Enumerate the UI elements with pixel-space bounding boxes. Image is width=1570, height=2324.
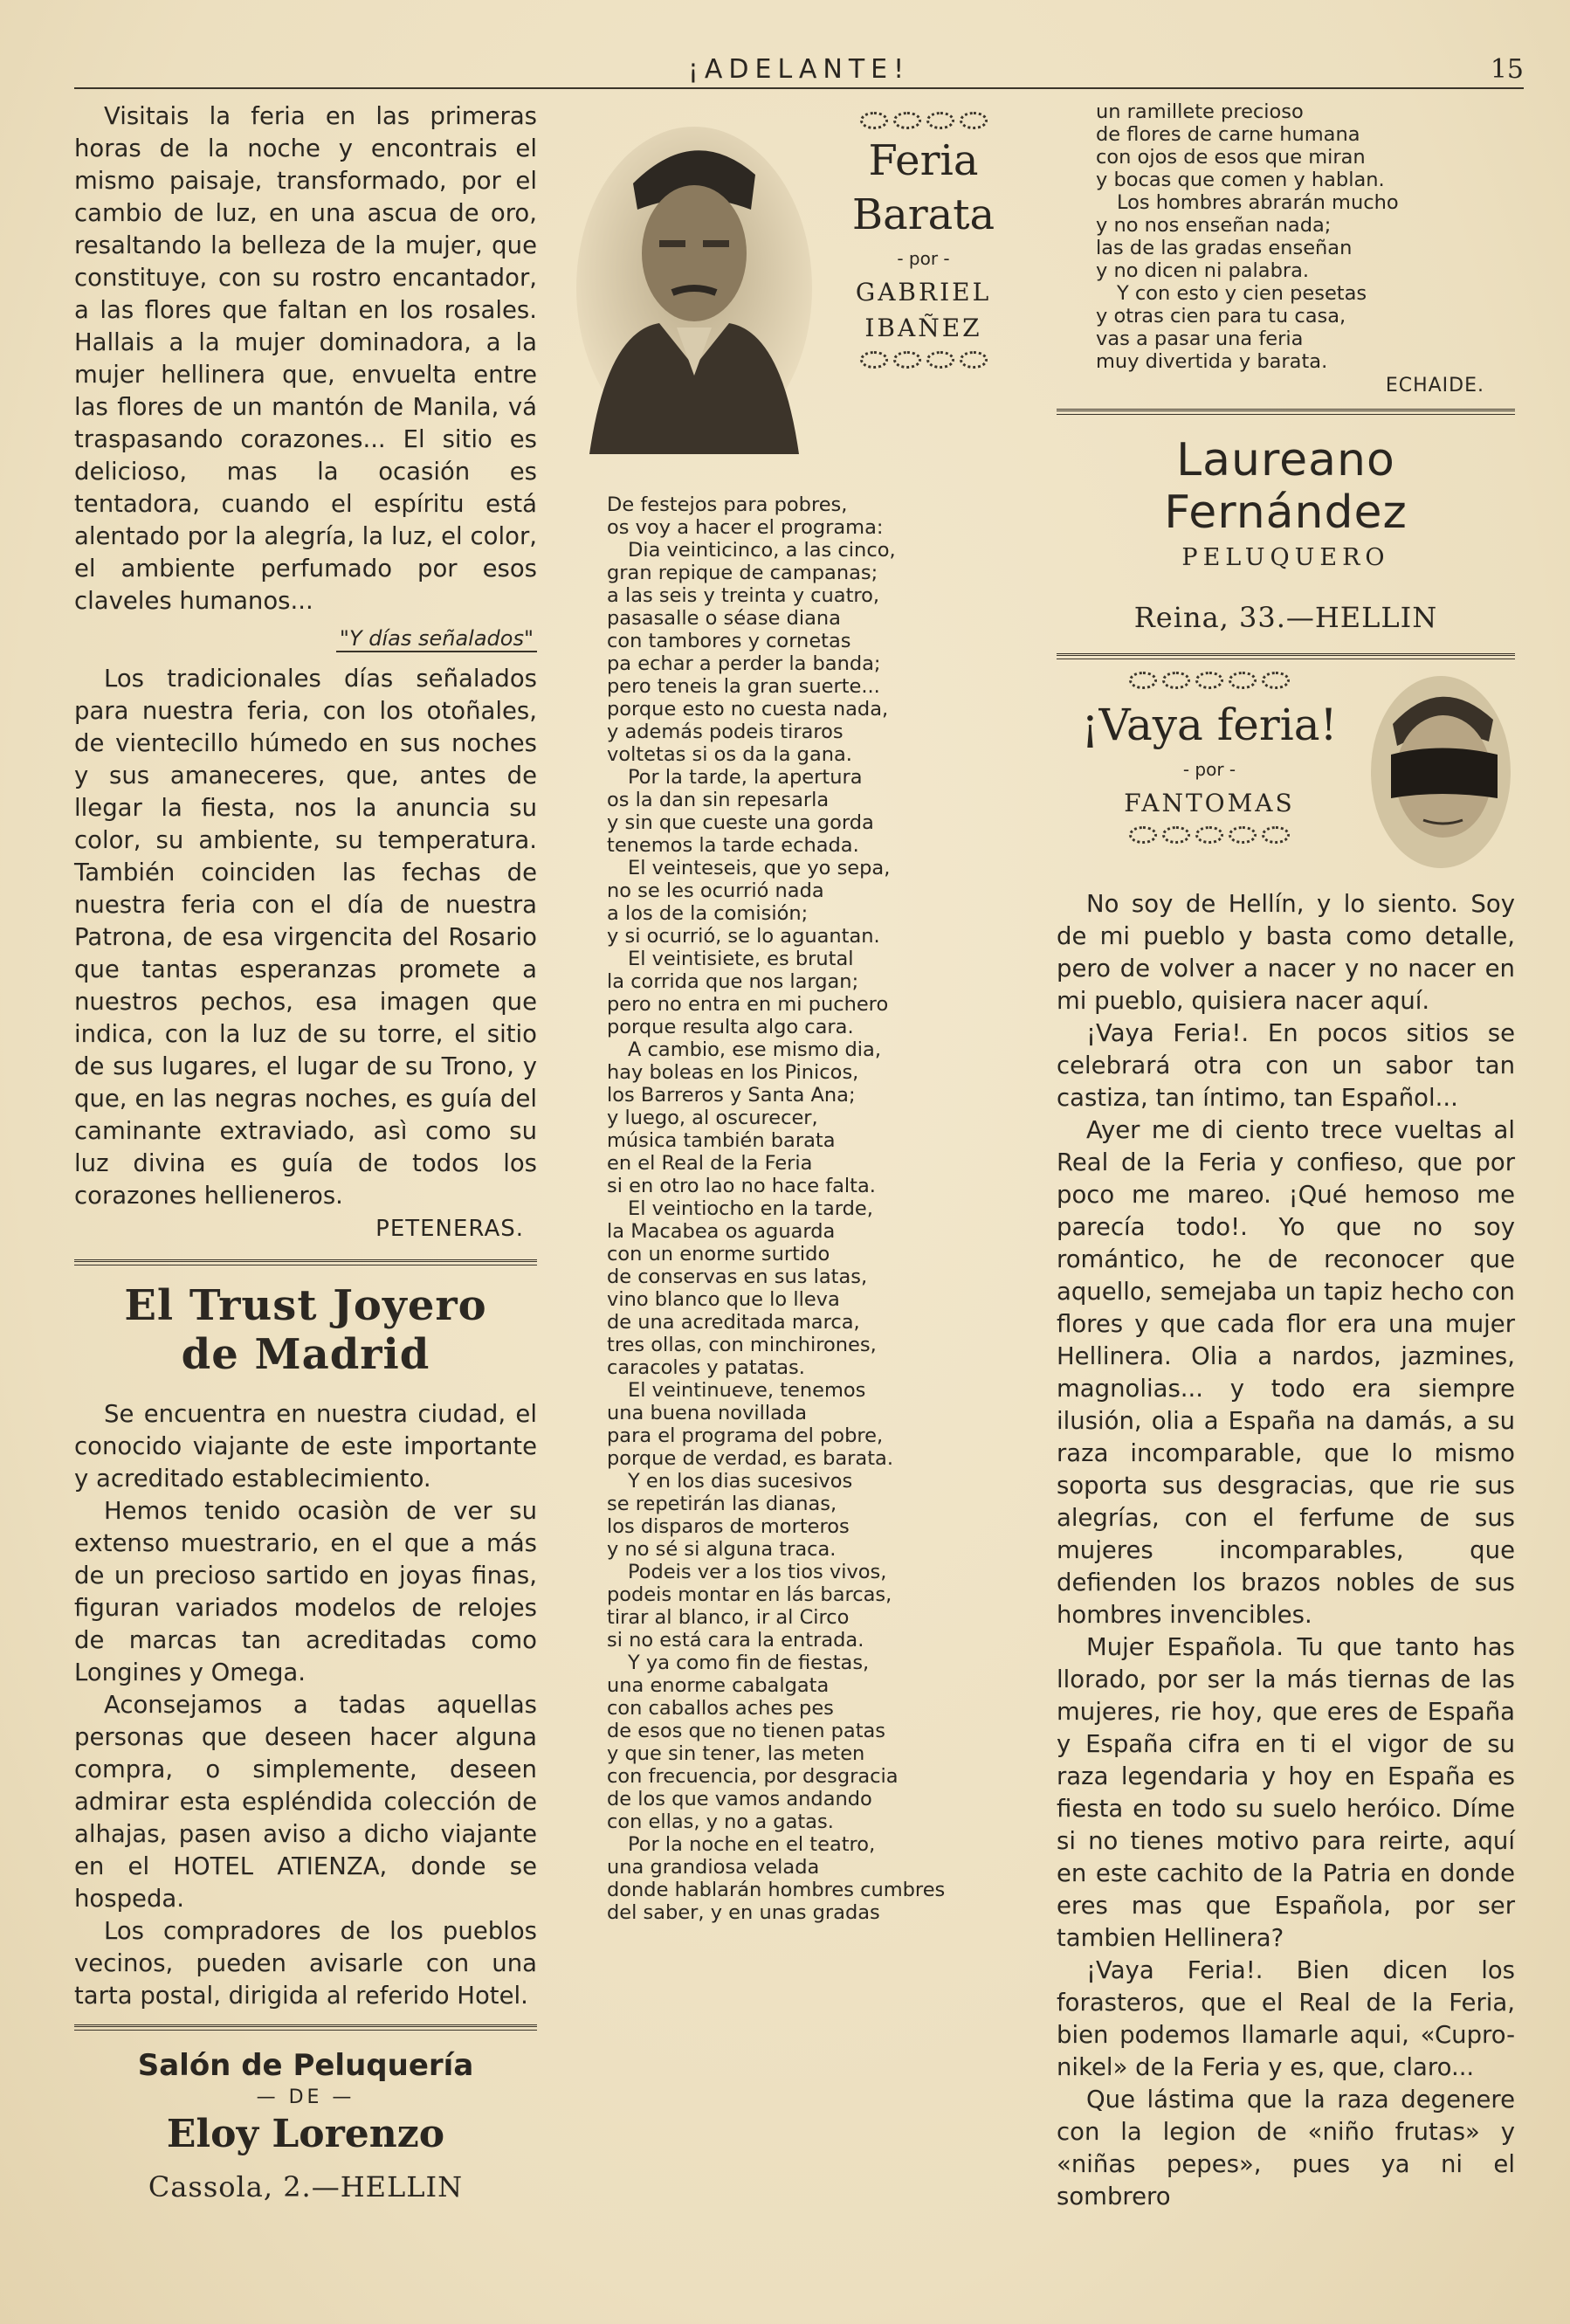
poem-line: de los que vamos andando: [607, 1788, 872, 1810]
article-title-line-2: Barata: [851, 190, 995, 239]
poem-line: y sin que cueste una gorda: [607, 811, 874, 834]
poem-line: a las seis y treinta y cuatro,: [607, 584, 880, 607]
poem-line: la corrida que nos largan;: [607, 970, 859, 993]
poem-line: pa echar a perder la banda;: [607, 652, 881, 675]
article-paragraph: Aconsejamos a tadas aquellas personas que deseen hacer alguna compra, o simplemente, deseen admirar esta espléndida colección de alhajas, pasen aviso a dicho viajante en el HOTEL ATIENZA, donde se hospeda.: [74, 1691, 537, 1913]
ad-salon-name: Eloy Lorenzo: [166, 2112, 445, 2156]
poem-line: porque de verdad, es barata.: [607, 1447, 893, 1470]
poem-line: si no está cara la entrada.: [607, 1629, 864, 1652]
article-paragraph: Ayer me di ciento trece vueltas al Real de la Feria y confieso, que por poco me mareo. ¡Qué hemoso me parecía todo!. Yo que no soy romántico, he de reconocer que aquello, semejaba un tapiz hecho con flores y que cada flor era una mujer Hellinera. Olia a nardos, jazmines, magnolias... y todo era siempre ilusión, olia a España na damás, a su raza incomparable, que lo mismo soporta sus desgracias, que rie sus alegrías, con el ferfume de sus mujeres incomparables, que defienden los brazos nobles de sus hombres invencibles.: [1057, 1116, 1515, 1629]
trust-title-line-2: de Madrid: [181, 1330, 430, 1379]
article-paragraph: Mujer Española. Tu que tanto has llorado, por ser la más tiernas de las mujeres, rie hoy, que eres de España y España cifra en ti el vigor de su raza legendaria y hoy en España es fiesta en todo su suelo heróico. Díme si no tienes motivo para reirte, aquí en este cachito de la Patria en donde eres mas que Española, por ser tambien Hellinera?: [1057, 1633, 1515, 1952]
ad-address: Reina, 33.—HELLIN: [1133, 601, 1438, 634]
poem-line: de conservas en sus latas,: [607, 1265, 868, 1288]
poem-line: tres ollas, con minchirones,: [607, 1334, 877, 1356]
poem-line: caracoles y patatas.: [607, 1356, 805, 1379]
article-paragraph: ¡Vaya Feria!. En pocos sitios se celebrará otra con un sabor tan castiza, tan íntimo, tan Español...: [1057, 1019, 1515, 1112]
feria-barata-heading: [816, 112, 1030, 367]
poem-line: porque resulta algo cara.: [607, 1016, 854, 1038]
ad-name: Laureano Fernández: [1164, 434, 1408, 539]
poem-line: porque esto no cuesta nada,: [607, 698, 889, 721]
poem-line: y no sé si alguna traca.: [607, 1538, 837, 1561]
ornament-bottom: [1057, 826, 1362, 842]
newspaper-title: ¡ADELANTE!: [687, 54, 911, 85]
column-left: [74, 100, 537, 2203]
poem-line: os la dan sin repesarla: [607, 789, 830, 811]
article-dias-senalados: [74, 663, 537, 1212]
ad-salon-address: Cassola, 2.—HELLIN: [148, 2170, 464, 2203]
article-paragraph: Los tradicionales días señalados para nuestra feria, con los otoñales, de vientecillo húmedo en sus noches y sus amaneceres, que, antes de llegar la fiesta, nos la anuncia su color, su ambiente, su temperatura. También coinciden las fechas de nuestra feria con el día de nuestra Patrona, de esa virgencita del Rosario que tantas esperanzas promete a nuestros pechos, esa imagen que indica, con la luz de su torre, el sitio de sus lugares, el lugar de su Trono, y que, en las negras noches, es guía del caminante extraviado, asì como su luz divina es guía de todos los corazones hellieneros.: [74, 665, 537, 1210]
poem-line: una buena novillada: [607, 1402, 807, 1424]
poem-line: una grandiosa velada: [607, 1856, 820, 1879]
poem-line: El veinteseis, que yo sepa,: [628, 857, 891, 879]
poem-continued-lines: [1057, 100, 1515, 373]
poem-line: una enorme cabalgata: [607, 1674, 830, 1697]
poem-lines: [607, 493, 991, 1924]
poem-line: Los hombres abrarán mucho: [1117, 191, 1399, 214]
poem-line: del saber, y en unas gradas: [607, 1901, 880, 1924]
article-paragraph: Se encuentra en nuestra ciudad, el conocido viajante de este importante y acreditado establecimiento.: [74, 1400, 537, 1493]
poem-line: y si ocurrió, se lo aguantan.: [607, 925, 880, 948]
section-divider: [74, 1259, 537, 1265]
vaya-feria-title-block: [1057, 672, 1362, 842]
poem-line: Y ya como fin de fiestas,: [628, 1652, 870, 1674]
article-title-line-1: Feria: [868, 136, 979, 185]
poem-line: de flores de carne humana: [1096, 123, 1360, 146]
poem-line: los Barreros y Santa Ana;: [607, 1084, 856, 1107]
poem-line: y no dicen ni palabra.: [1096, 259, 1310, 282]
poem-line: un ramillete precioso: [1096, 100, 1304, 123]
author-name: FANTOMAS: [1124, 789, 1295, 817]
poem-line: gran repique de campanas;: [607, 562, 878, 584]
author-name-1: GABRIEL: [855, 278, 992, 307]
poem-line: El veintiocho en la tarde,: [628, 1197, 873, 1220]
poem-line: para el programa del pobre,: [607, 1424, 884, 1447]
poem-line: El veintinueve, tenemos: [628, 1379, 866, 1402]
poem-line: donde hablarán hombres cumbres: [607, 1879, 946, 1901]
poem-line: con ojos de esos que miran: [1096, 146, 1366, 169]
poem-line: tirar al blanco, ir al Circo: [607, 1606, 850, 1629]
poem-line: los disparos de morteros: [607, 1515, 850, 1538]
subhead-text: "Y días señalados": [336, 626, 537, 652]
author-portrait-ibanez: [572, 114, 816, 454]
article-paragraph: Los compradores de los pueblos vecinos, pueden avisarle con una tarta postal, dirigida al referido Hotel.: [74, 1917, 537, 2010]
poem-line: música también barata: [607, 1129, 836, 1152]
poem-line: de una acreditada marca,: [607, 1311, 860, 1334]
poem-line: en el Real de la Feria: [607, 1152, 813, 1175]
ad-salon-peluqueria: [74, 2048, 537, 2203]
poem-line: no se les ocurrió nada: [607, 879, 824, 902]
poem-line: la Macabea os aguarda: [607, 1220, 836, 1243]
poem-line: Por la tarde, la apertura: [628, 766, 863, 789]
column-right: [1057, 100, 1515, 2213]
poem-line: pero no entra en mi puchero: [607, 993, 889, 1016]
poem-line: A cambio, ese mismo dia,: [628, 1038, 881, 1061]
portrait-photo-icon: [572, 114, 816, 454]
poem-line: y además podeis tiraros: [607, 721, 844, 743]
poem-feria-barata: [607, 493, 991, 1924]
poem-line: pero teneis la gran suerte...: [607, 675, 880, 698]
poem-line: y no nos enseñan nada;: [1096, 214, 1332, 237]
vaya-feria-heading: [1057, 672, 1515, 881]
author-name-2: IBAÑEZ: [864, 314, 982, 342]
poem-line: voltetas si os da la gana.: [607, 743, 852, 766]
ornament-top: [1057, 672, 1362, 687]
poem-line: con un enorme surtido: [607, 1243, 830, 1265]
poem-line: las de las gradas enseñan: [1096, 237, 1353, 259]
byline-por: - por -: [897, 248, 950, 269]
article-vaya-feria: [1057, 888, 1515, 2213]
article-paragraph: Hemos tenido ocasiòn de ver su extenso muestrario, en el que a más de un precioso sartido en joyas finas, figuran variados modelos de relojes de marcas tan acreditadas como Longines y Omega.: [74, 1497, 537, 1686]
poem-line: si en otro lao no hace falta.: [607, 1175, 876, 1197]
poem-line: con tambores y cornetas: [607, 630, 851, 652]
poem-line: vino blanco que lo lleva: [607, 1288, 840, 1311]
article-paragraph: No soy de Hellín, y lo siento. Soy de mi pueblo y basta como detalle, pero de volver a nacer y no nacer en mi pueblo, quisiera nacer aquí.: [1057, 890, 1515, 1015]
poem-signature: ECHAIDE.: [1385, 375, 1484, 397]
poem-line: con caballos aches pes: [607, 1697, 834, 1720]
poem-line: hay boleas en los Pinicos,: [607, 1061, 859, 1084]
ornament-top: [816, 112, 1030, 128]
article-feria-night: [74, 100, 537, 617]
poem-line: y bocas que comen y hablan.: [1096, 169, 1385, 191]
poem-line: El veintisiete, es brutal: [628, 948, 854, 970]
trust-title-line-1: El Trust Joyero: [124, 1281, 487, 1330]
ornament-bottom: [816, 351, 1030, 367]
poem-line: Podeis ver a los tios vivos,: [628, 1561, 887, 1583]
trust-joyero-title: [74, 1281, 537, 1379]
ad-trade: PELUQUERO: [1181, 544, 1390, 571]
poem-line: podeis montar en lás barcas,: [607, 1583, 892, 1606]
poem-line: Y en los dias sucesivos: [628, 1470, 853, 1493]
article-paragraph: Visitais la feria en las primeras horas de la noche y encontrais el mismo paisaje, transformado, por el cambio de luz, en una ascua de oro, resaltando la belleza de la mujer, que constituye, con su rostro encantador, a las flores que faltan en los rosales. Hallais a la mujer dominadora, a la mujer hellinera que, envuelta entre las flores de un mantón de Manila, vá traspasando corazones... El sitio es delicioso, mas la ocasión es tentadora, cuando el espíritu está alentado por la alegría, la luz, el color, el ambiente perfumado por esos claveles humanos...: [74, 102, 537, 615]
article-title: ¡Vaya feria!: [1081, 700, 1338, 750]
article-paragraph: Que lástima que la raza degenere con la legion de «niño frutas» y «niñas pepes», pues ya ni el sombrero: [1057, 2086, 1515, 2210]
ad-salon-line-2: — DE —: [256, 2086, 355, 2108]
poem-line: De festejos para pobres,: [607, 493, 848, 516]
section-divider: [1057, 409, 1515, 415]
section-subhead: [74, 626, 537, 651]
poem-line: y que sin tener, las meten: [607, 1742, 865, 1765]
article-paragraph: ¡Vaya Feria!. Bien dicen los forasteros, que el Real de la Feria, bien podemos llamarle aqui, «Cupro-nikel» de la Feria y es, que, claro...: [1057, 1956, 1515, 2081]
poem-line: vas a pasar una feria: [1096, 328, 1304, 350]
poem-line: Por la noche en el teatro,: [628, 1833, 876, 1856]
author-portrait-fantomas: [1367, 672, 1515, 872]
page-number: 15: [1490, 54, 1524, 85]
byline-por: - por -: [1182, 759, 1236, 780]
section-divider: [1057, 653, 1515, 659]
poem-line: y luego, al oscurecer,: [607, 1107, 818, 1129]
poem-line: de esos que no tienen patas: [607, 1720, 886, 1742]
ad-laureano-fernandez: [1057, 434, 1515, 634]
masked-portrait-icon: [1367, 672, 1515, 872]
poem-line: con frecuencia, por desgracia: [607, 1765, 899, 1788]
poem-line: muy divertida y barata.: [1096, 350, 1328, 373]
poem-line: con ellas, y no a gatas.: [607, 1810, 834, 1833]
poem-line: os voy a hacer el programa:: [607, 516, 884, 539]
poem-line: pasasalle o séase diana: [607, 607, 841, 630]
poem-line: a los de la comisión;: [607, 902, 809, 925]
header-rule: [74, 87, 1524, 89]
ad-salon-line-1: Salón de Peluquería: [137, 2048, 474, 2083]
article-trust-joyero: [74, 1398, 537, 2012]
poem-line: y otras cien para tu casa,: [1096, 305, 1346, 328]
page-header: [74, 54, 1524, 89]
poem-line: se repetirán las dianas,: [607, 1493, 837, 1515]
article-signature: PETENERAS.: [375, 1216, 524, 1242]
poem-line: tenemos la tarde echada.: [607, 834, 859, 857]
section-divider: [74, 2024, 537, 2031]
poem-line: Y con esto y cien pesetas: [1117, 282, 1367, 305]
poem-line: Dia veinticinco, a las cinco,: [628, 539, 896, 562]
